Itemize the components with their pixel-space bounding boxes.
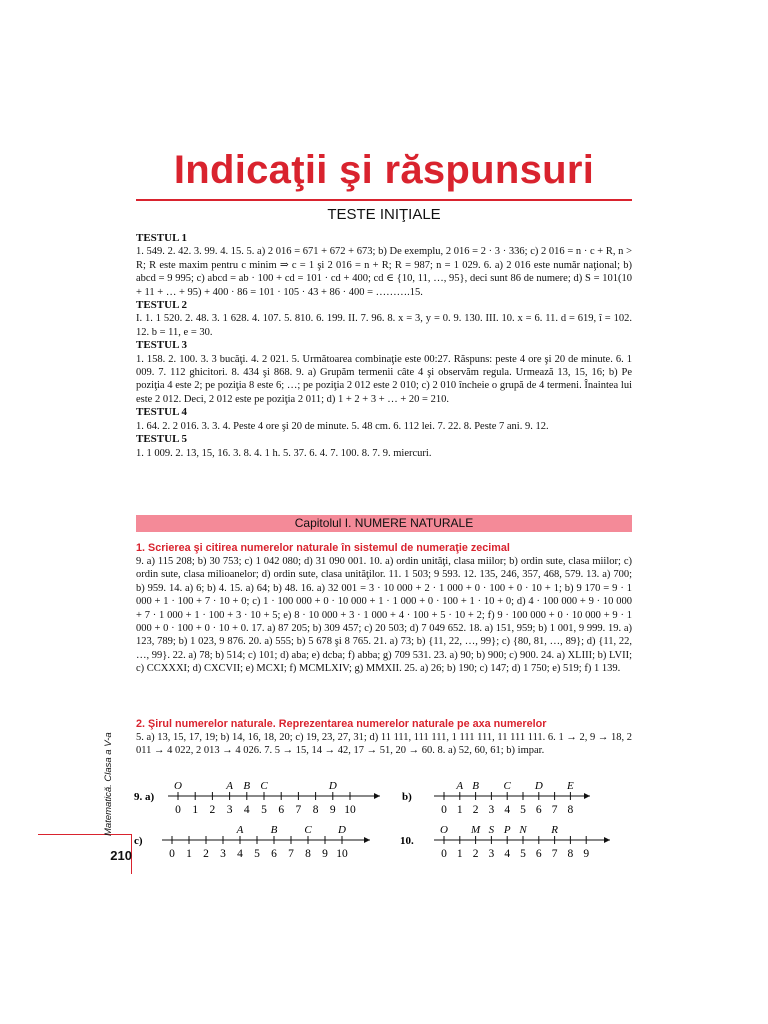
axis-d-point-label: S: [488, 824, 495, 836]
axis-c-tick-label: 5: [254, 848, 260, 860]
axis-c-tick-label: 6: [271, 848, 277, 860]
axis-a-point-label: A: [226, 780, 233, 792]
axis-d-arrow: [604, 837, 610, 843]
axis-d-tick-label: 9: [583, 848, 590, 860]
axis-b-tick-label: 8: [567, 804, 574, 816]
axis-c-tick-label: 10: [336, 848, 348, 860]
page-number: 210: [110, 848, 132, 863]
axis-b-point-label: C: [503, 780, 511, 792]
axis-d-point-label: R: [551, 824, 558, 836]
margin-rule: [38, 834, 132, 835]
axis-c-point-label: C: [304, 824, 312, 836]
axis-b-tick-label: 1: [456, 804, 463, 816]
axis-a-tick-label: 3: [226, 804, 233, 816]
page-title: Indicaţii şi răspunsuri: [173, 148, 595, 192]
axis-a-tick-label: 2: [209, 804, 216, 816]
axis-a-point-label: O: [174, 780, 182, 792]
axis-b-point-label: A: [456, 780, 464, 792]
axis-d-tick-label: 1: [456, 848, 463, 860]
axis-a-tick-label: 8: [312, 804, 319, 816]
axis-c-tick-label: 2: [203, 848, 209, 860]
axis-a-tick-label: 5: [261, 804, 267, 816]
axis-c-tick-label: 8: [305, 848, 311, 860]
axis-d-point-label: O: [440, 824, 448, 836]
title-divider: [136, 199, 632, 201]
axis-b-point-label: B: [472, 780, 479, 792]
test4-heading: TESTUL 4: [136, 406, 188, 419]
section2-text: 5. a) 13, 15, 17, 19; b) 14, 16, 18, 20; c) 19, 23, 27, 31; d) 11 111, 111 111, 1 111 111, 11 111 111. 6. 1 → 2, 9 → 18, 2 011 → 4 022, 2 013 → 4 026. 7. 5 → 15, 14 → 42, 17 → 51, 20 → 60. 8. a) 52, 60, 61; b) impar.: [136, 732, 632, 757]
test3-heading: TESTUL 3: [136, 339, 188, 352]
axis-a-point-label: B: [243, 780, 251, 792]
axis-c-tick-label: 0: [169, 848, 175, 860]
axis-a-point-label: D: [328, 780, 337, 792]
axis-a-arrow: [374, 793, 380, 799]
test3-text: 1. 158. 2. 100. 3. 3 bucăţi. 4. 2 021. 5. Următoarea combinaţie este 00:27. Răspuns: peste 4 ore şi 20 de minute. 6. 1 009. 7. 112 ghicitori. 8. 434 şi 868. 9. a) Grupăm termenii câte 4 şi observăm regula. Urmează 13, 15, 16; b) Pe poziţia 4 este 2; pe poziţia 8 este 6; …; pe poziţia 2 012 este 2 010; c) 2 010 încheie o grupă de 4 termeni. Înaintea lui este 2 012. Deci, 2 012 este pe poziţia 2 011; d) 1 + 2 + 3 + … + 20 = 210.: [136, 353, 632, 405]
axis-b-arrow: [584, 793, 590, 799]
axis-c-point-label: A: [236, 824, 244, 836]
axis-c-tick-label: 3: [220, 848, 226, 860]
axis-a-tick-label: 1: [192, 804, 199, 816]
axis-a-tick-label: 6: [278, 804, 285, 816]
axis-b-point-label: E: [567, 780, 574, 792]
section1-text: 9. a) 115 208; b) 30 753; c) 1 042 080; d) 31 090 001. 10. a) ordin unităţi, clasa miilor; b) ordin sute, clasa miilor; c) ordin sute, clasa milioanelor; d) ordin sute, clasa unităţilor. 11. 1 503; 9 593. 12. 135, 246, 357, 468, 579. 13. a) 700; b) 959. 14. a) 6; b) 4. 15. a) 64; b) 48. 16. a) 32 001 = 3 · 10 000 + 2 · 1 000 + 0 · 100 + 0 · 10 + 1; b) 9 170 = 9 · 1 000 + 1 · 100 + 7 · 10 + 0; c) 1 · 100 000 + 0 · 10 000 + 1 · 1 000 + 0 · 100 + 1 · 10 + 0; d) 4 · 100 000 + 9 · 10 000 + 7 · 1 000 + 1 · 100 + 3 · 10 + 5; e) 8 · 10 000 + 3 · 1 000 + 4 · 100 + 5 · 10 + 2; f) 9 · 100 000 + 0 · 10 000 + 9 · 1 000 + 0 · 100 + 0 · 10 + 0. 17. a) 87 205; b) 309 457; c) 20 503; d) 7 049 652. 18. a) 151, 959; b) 1 001, 9 999. 19. a) 123, 789; b) 1 023, 9 876. 20. a) 555; b) 5 678 şi 8 765. 21. a) 73; b) {11, 22, …, 99}; c) {80, 81, …, 89}; d) {11, 22, …, 99}. 22. a) 78; b) 514; c) 101; d) aba; e) dcba; f) abba; g) 709 531. 23. a) 90; b) 900; c) 900. 24. a) XLIII; b) LVII; c) CCXXXI; d) CXCVII; e) MCXI; f) MCMLXIV; g) MMXII. 25. a) 26; b) 190; c) 147; d) 1 750; e) 519; f) 1 139.: [136, 556, 632, 675]
section-1: [136, 541, 632, 676]
test2-heading: TESTUL 2: [136, 299, 188, 312]
test1-heading: TESTUL 1: [136, 232, 188, 244]
axis-d-tick-label: 2: [472, 848, 479, 860]
axis-b-tick-label: 5: [520, 804, 526, 816]
book-title-sidebar: Matematică. Clasa a V-a: [103, 732, 114, 836]
subtitle: TESTE INIŢIALE: [327, 206, 441, 223]
axis-b-tick-label: 7: [551, 804, 558, 816]
test5-heading: TESTUL 5: [136, 433, 188, 446]
initial-tests: [136, 232, 632, 460]
section-2: [136, 717, 632, 758]
axis-c-tick-label: 4: [237, 848, 243, 860]
axis-a-tick-label: 4: [243, 804, 250, 816]
axis-a-tick-label: 7: [295, 804, 302, 816]
axis-c-arrow: [364, 837, 370, 843]
axis-d-tick-label: 7: [551, 848, 558, 860]
test1-text: 1. 549. 2. 42. 3. 99. 4. 15. 5. a) 2 016 = 671 + 672 + 673; b) De exemplu, 2 016 = 2 · 3 · 336; c) 2 016 = n · c + R, n > R; R este maxim pentru c minim ⇒ c = 1 şi 2 016 = n + R; R = 987; n = 1 029. 6. a) 2 016 este număr naţional; b) abcd = 9 995; c) abcd = ab · 100 + cd = 101 · cd + 400; cd ∈ {10, 11, …, 95}, deci sunt 86 de numere; d) S = 101(10 + 11 + … + 95) + 400 · 86 = 101 · 105 · 43 + 86 · 400 = ……….15.: [136, 246, 632, 298]
axis-d-point-label: N: [519, 824, 527, 836]
number-axes: [130, 770, 640, 870]
axis-a-point-label: C: [260, 780, 268, 792]
section2-title: 2. Şirul numerelor naturale. Reprezentarea numerelor naturale pe axa numerelor: [136, 718, 547, 730]
axis-b-tick-label: 6: [535, 804, 542, 816]
axis-d-label: 10.: [400, 835, 414, 847]
axis-d-tick-label: 0: [441, 848, 447, 860]
axis-c-point-label: B: [270, 824, 278, 836]
axis-c-tick-label: 7: [288, 848, 294, 860]
axis-b-tick-label: 4: [504, 804, 511, 816]
axis-b-tick-label: 0: [441, 804, 447, 816]
axis-d-point-label: P: [503, 824, 511, 836]
axis-d-point-label: M: [471, 824, 481, 836]
axis-a-tick-label: 10: [344, 804, 356, 816]
axis-a-tick-label: 9: [329, 804, 336, 816]
axis-d-tick-label: 6: [535, 848, 542, 860]
axis-c-tick-label: 1: [186, 848, 192, 860]
test4-text: 1. 64. 2. 2 016. 3. 3. 4. Peste 4 ore şi 20 de minute. 5. 48 cm. 6. 112 lei. 7. 22. 8. Peste 7 ani. 9. 12.: [136, 420, 549, 432]
axis-b-tick-label: 2: [472, 804, 479, 816]
axis-c-label: c): [134, 835, 143, 847]
axis-a-tick-label: 0: [175, 804, 181, 816]
axis-a-label: 9. a): [134, 791, 155, 803]
axis-d-tick-label: 3: [488, 848, 495, 860]
axis-d-tick-label: 8: [567, 848, 574, 860]
axis-b-point-label: D: [534, 780, 543, 792]
test5-text: 1. 1 009. 2. 13, 15, 16. 3. 8. 4. 1 h. 5. 37. 6. 4. 7. 100. 8. 7. 9. miercuri.: [136, 447, 432, 459]
axis-d-tick-label: 5: [520, 848, 526, 860]
chapter-heading: Capitolul I. NUMERE NATURALE: [136, 515, 632, 532]
axis-c-point-label: D: [338, 824, 346, 836]
axis-b-label: b): [402, 791, 412, 803]
section1-title: 1. Scrierea şi citirea numerelor naturale în sistemul de numeraţie zecimal: [136, 542, 510, 554]
axis-c-tick-label: 9: [322, 848, 328, 860]
axis-d-tick-label: 4: [504, 848, 511, 860]
axis-b-tick-label: 3: [488, 804, 495, 816]
test2-text: I. 1. 1 520. 2. 48. 3. 1 628. 4. 107. 5. 810. 6. 199. II. 7. 96. 8. x = 3, y = 0. 9. 130. III. 10. x = 6. 11. d = 619, î = 102. 12. b = 11, e = 30.: [136, 313, 632, 338]
